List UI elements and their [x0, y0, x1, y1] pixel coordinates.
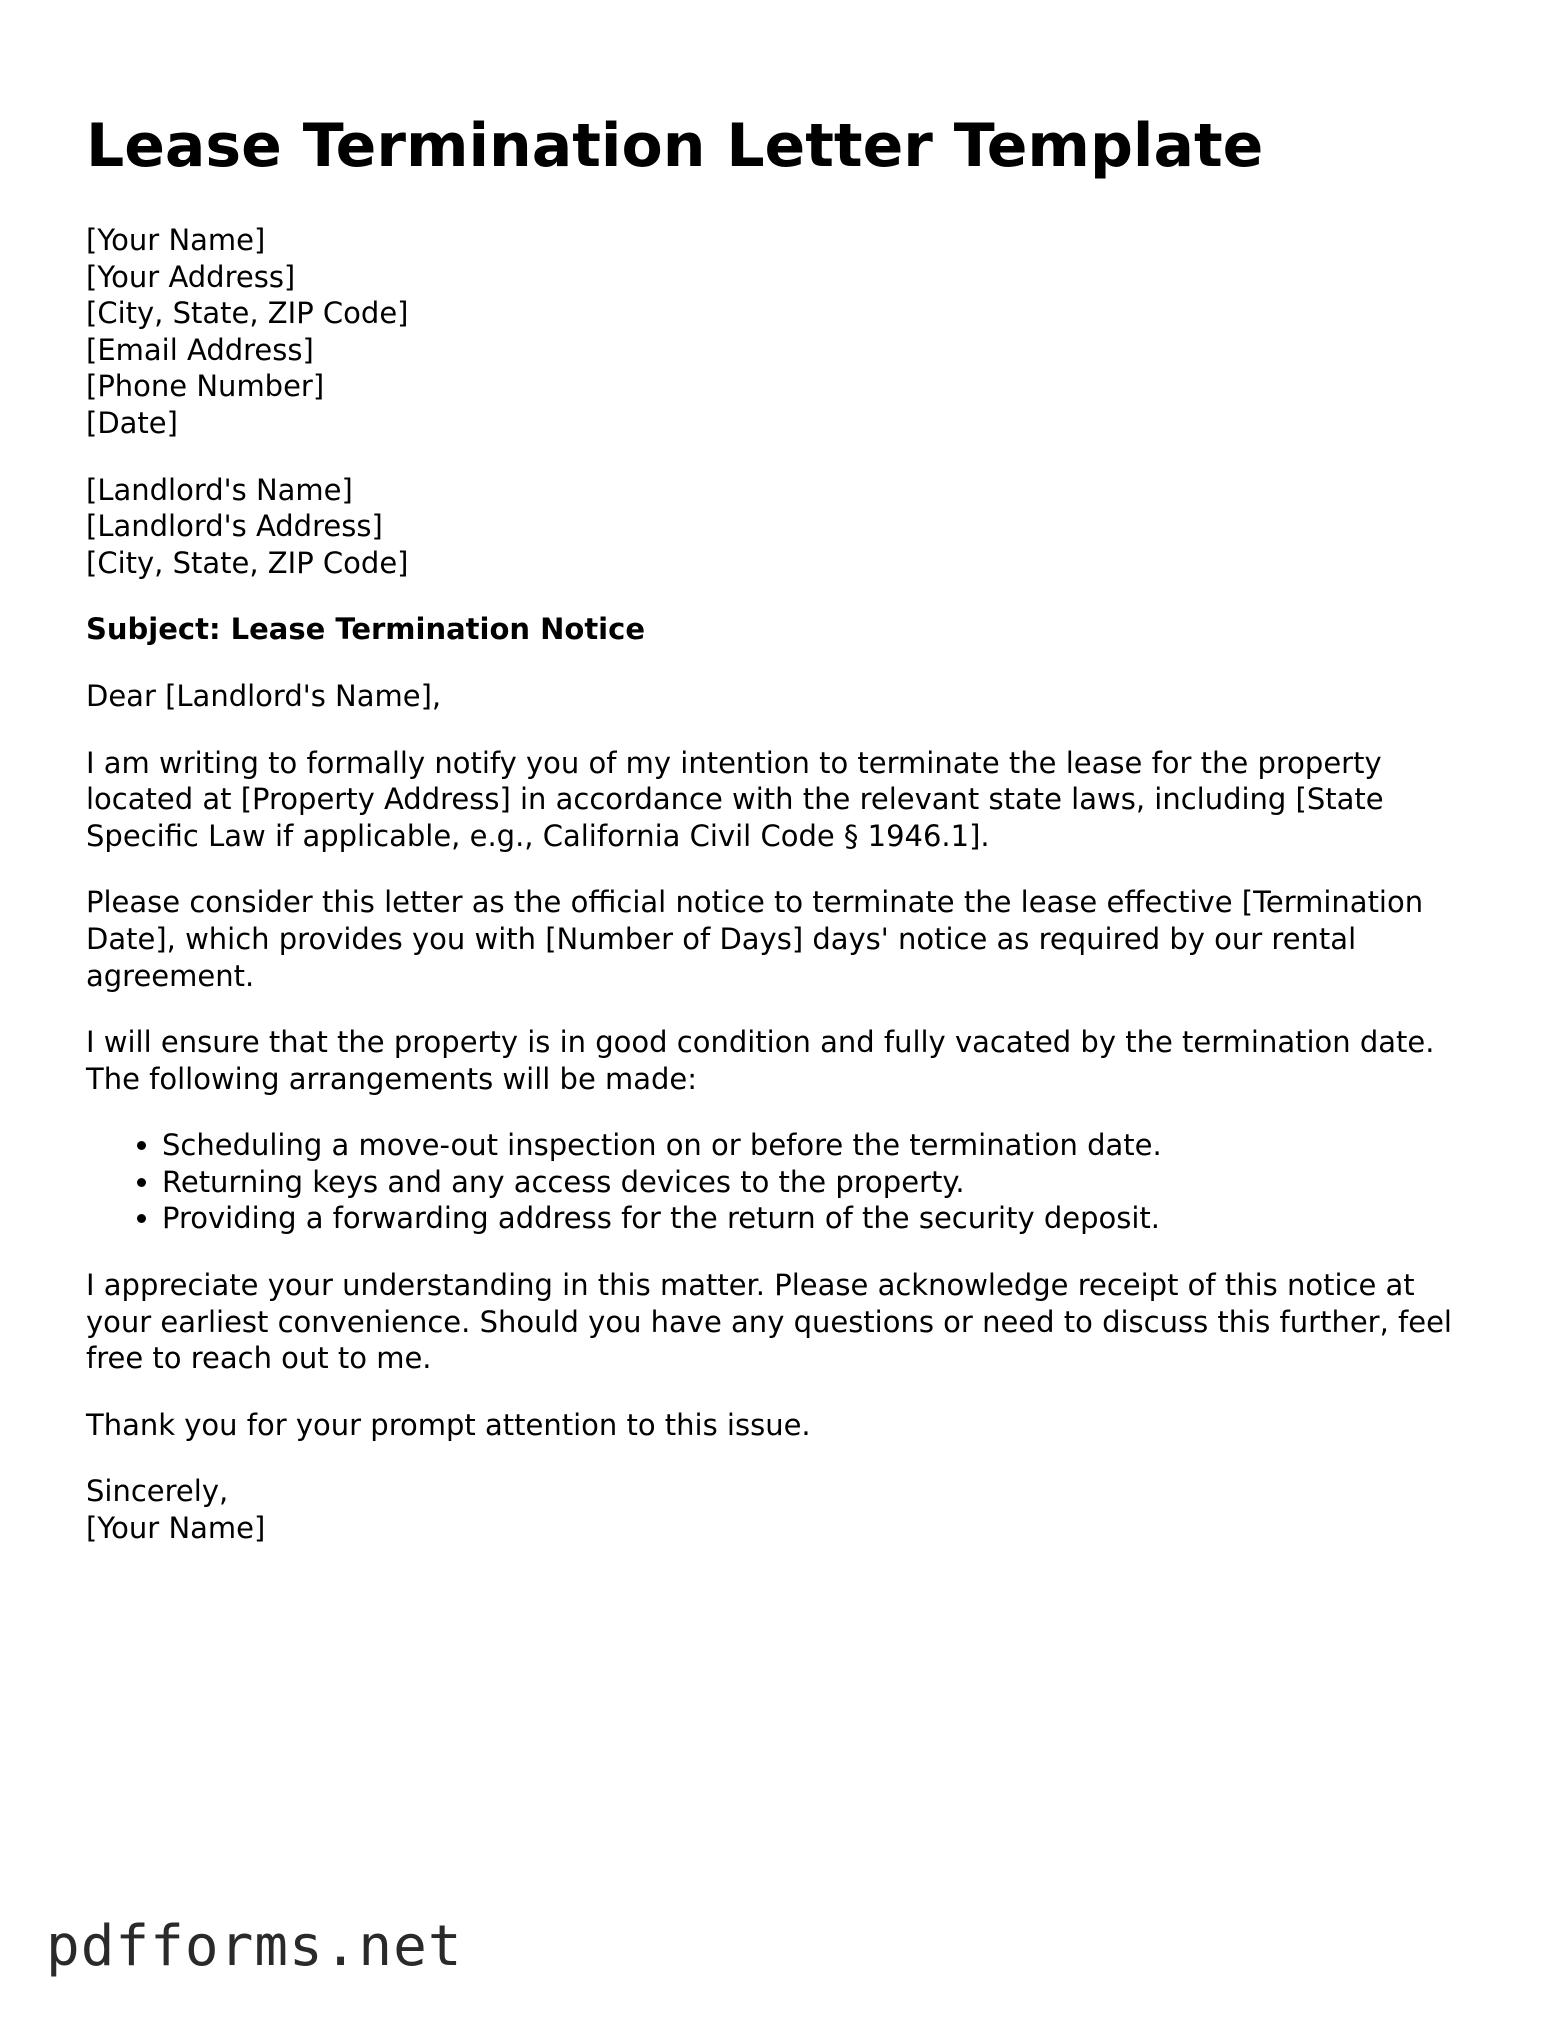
recipient-city-state-zip: [City, State, ZIP Code] — [86, 545, 409, 580]
site-watermark: pdfforms.net — [46, 1914, 463, 1979]
list-item: • Providing a forwarding address for the return of the security deposit. — [162, 1200, 1486, 1237]
list-item: • Returning keys and any access devices to the property. — [162, 1164, 1486, 1201]
paragraph-arrangements-intro: I will ensure that the property is in good condition and fully vacated by the termination date. The following arrangements will be made: — [86, 1025, 1435, 1096]
document-title: Lease Termination Letter Template — [86, 111, 1264, 181]
letter-date: [Date] — [86, 405, 178, 440]
sender-address: [Your Address] — [86, 259, 296, 294]
recipient-name: [Landlord's Name] — [86, 472, 353, 507]
paragraph-thanks: Thank you for your prompt attention to this issue. — [86, 1407, 811, 1442]
sender-name: [Your Name] — [86, 223, 266, 257]
recipient-block — [86, 472, 1486, 582]
signoff-name: [Your Name] — [86, 1511, 266, 1546]
paragraph-acknowledge: I appreciate your understanding in this matter. Please acknowledge receipt of this notice at your earliest convenience. Should you have any questions or need to discuss this further, feel free to reach out to me. — [86, 1268, 1452, 1376]
arrangements-list — [86, 1127, 1486, 1237]
salutation: Dear [Landlord's Name], — [86, 678, 442, 713]
sender-city-state-zip: [City, State, ZIP Code] — [86, 296, 409, 331]
sender-phone: [Phone Number] — [86, 369, 325, 404]
letter-body — [86, 222, 1486, 1577]
paragraph-notice: Please consider this letter as the official notice to terminate the lease effective [Termination Date], which provides you with [Number of Days] days' notice as required by our rental agreement. — [86, 885, 1424, 993]
recipient-address: [Landlord's Address] — [86, 509, 383, 544]
sender-block — [86, 222, 1486, 442]
signoff-block — [86, 1473, 1486, 1546]
paragraph-intent: I am writing to formally notify you of my intention to terminate the lease for the property located at [Property Address] in accordance with the relevant state laws, including [State Specific Law if applicable, e.g., California Civil Code § 1946.1]. — [86, 745, 1384, 853]
subject-line: Subject: Lease Termination Notice — [86, 612, 645, 647]
sender-email: [Email Address] — [86, 332, 314, 367]
signoff-closing: Sincerely, — [86, 1474, 229, 1509]
list-item: • Scheduling a move-out inspection on or before the termination date. — [162, 1127, 1486, 1164]
